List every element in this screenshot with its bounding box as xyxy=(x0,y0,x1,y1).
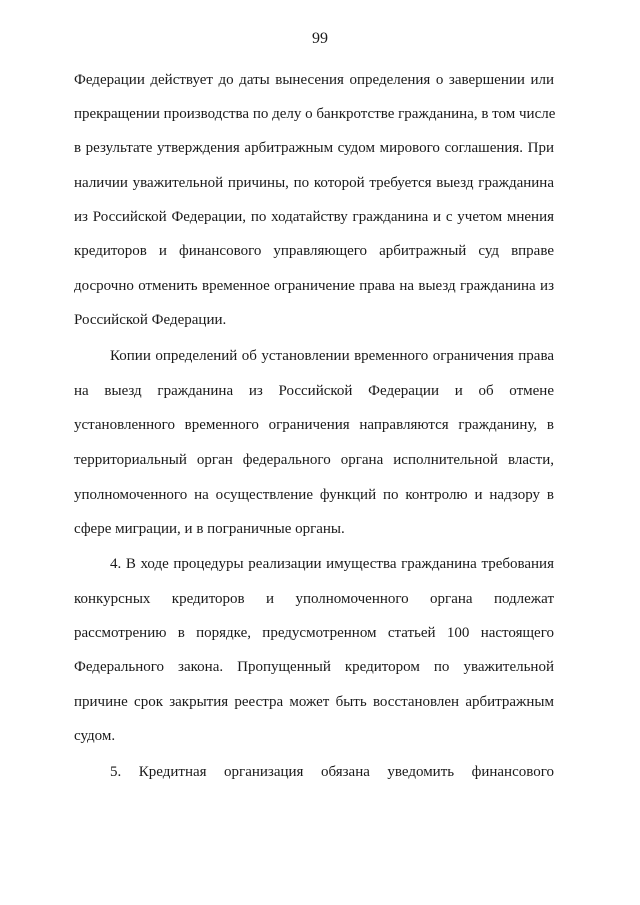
text-line: прекращении производства по делу о банкротстве гражданина, в том числе xyxy=(74,106,556,122)
text-line: 5. Кредитная организация обязана уведомить финансового xyxy=(110,764,554,780)
text-line: конкурсных кредиторов и уполномоченного органа подлежат xyxy=(74,591,554,607)
text-line: в результате утверждения арбитражным судом мирового соглашения. При xyxy=(74,140,554,156)
text-line: рассмотрению в порядке, предусмотренном статьей 100 настоящего xyxy=(74,625,554,641)
text-line: уполномоченного на осуществление функций по контролю и надзору в xyxy=(74,487,554,503)
text-line: кредиторов и финансового управляющего арбитражный суд вправе xyxy=(74,243,554,259)
text-line: территориальный орган федерального органа исполнительной власти, xyxy=(74,452,554,468)
text-line: досрочно отменить временное ограничение права на выезд гражданина из xyxy=(74,278,554,294)
text-line: 4. В ходе процедуры реализации имущества гражданина требования xyxy=(110,556,554,572)
text-line: причине срок закрытия реестра может быть восстановлен арбитражным xyxy=(74,694,554,710)
page-number: 99 xyxy=(312,30,328,47)
text-line: на выезд гражданина из Российской Федерации и об отмене xyxy=(74,383,554,399)
text-line: Российской Федерации. xyxy=(74,312,227,328)
text-line: установленного временного ограничения направляются гражданину, в xyxy=(74,417,554,433)
text-line: Копии определений об установлении временного ограничения права xyxy=(110,348,554,364)
text-line: сфере миграции, и в пограничные органы. xyxy=(74,521,345,537)
text-line: Федерации действует до даты вынесения определения о завершении или xyxy=(74,72,554,88)
text-line: судом. xyxy=(74,728,116,744)
text-line: Федерального закона. Пропущенный кредитором по уважительной xyxy=(74,659,554,675)
text-line: наличии уважительной причины, по которой требуется выезд гражданина xyxy=(74,175,554,191)
text-line: из Российской Федерации, по ходатайству гражданина и с учетом мнения xyxy=(74,209,554,225)
